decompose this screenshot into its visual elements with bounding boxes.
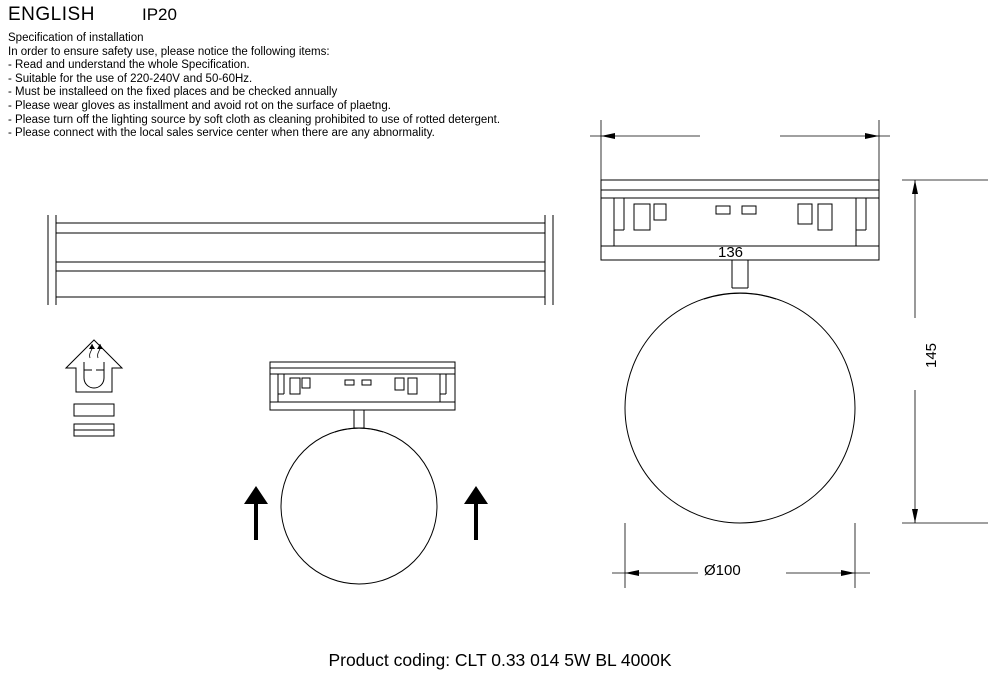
language-label: ENGLISH [8,4,95,25]
dimension-diameter-label: Ø100 [704,562,741,579]
up-arrow-icon [458,482,494,540]
spec-item: - Please wear gloves as installment and avoid rot on the surface of plaetng. [8,99,391,112]
product-dimensioned-view [590,118,990,598]
dimension-width-label: 136 [718,244,744,261]
product-front-view [240,352,500,592]
spec-item: - Suitable for the use of 220-240V and 50-60Hz. [8,72,253,85]
specification-block [8,32,500,141]
up-arrow-icon [238,482,274,540]
spec-item: - Read and understand the whole Specification. [8,59,250,72]
spec-item: - Must be installeed on the fixed places and be checked annually [8,86,338,99]
spec-intro: In order to ensure safety use, please notice the following items: [8,45,330,58]
product-coding-label: Product coding: CLT 0.33 014 5W BL 4000K [328,650,672,670]
magnet-install-icon [60,332,130,452]
spec-item: - Please connect with the local sales service center when there are any abnormality. [8,127,435,140]
track-rail-view [40,205,565,315]
dimension-height-label: 145 [923,342,940,368]
spec-title: Specification of installation [8,32,144,44]
spec-item: - Please turn off the lighting source by soft cloth as cleaning prohibited to use of rotted detergent. [8,113,501,126]
ip-rating-label: IP20 [142,5,177,24]
